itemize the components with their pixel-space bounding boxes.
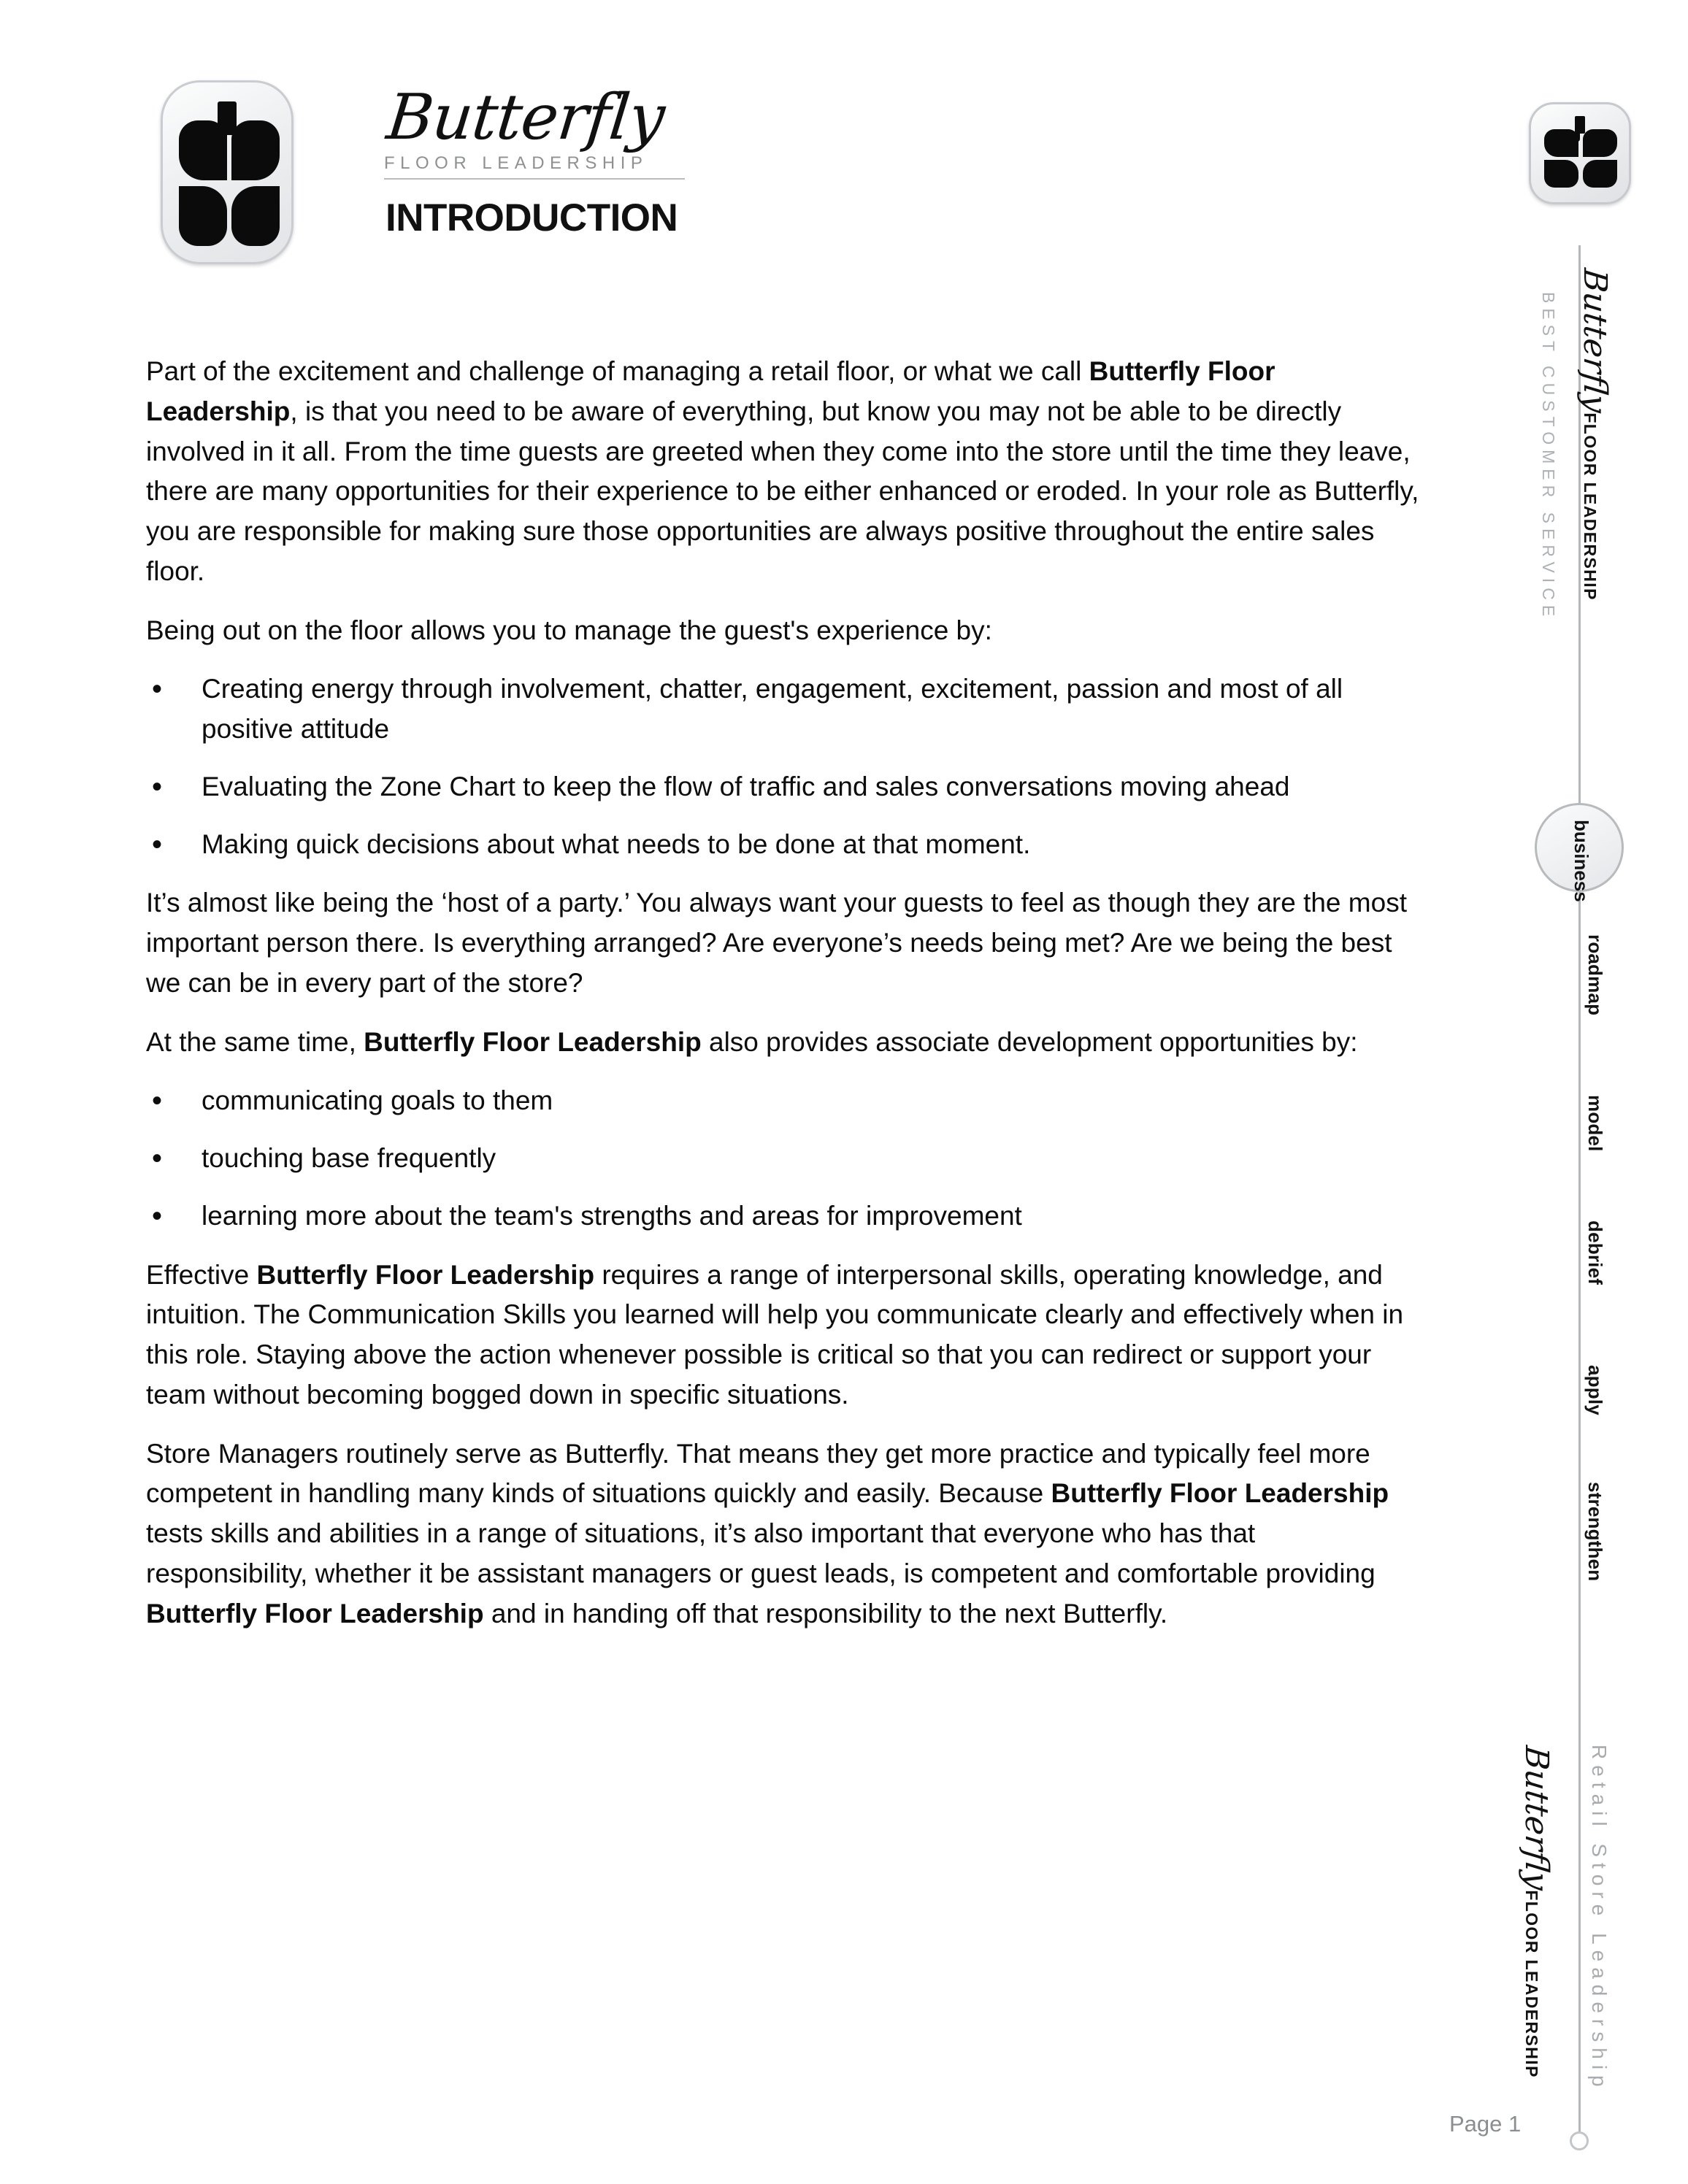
petal-top-left-icon	[179, 120, 227, 180]
list-item: • learning more about the team's strengths and areas for improvement	[146, 1196, 1424, 1237]
list-item: • Evaluating the Zone Chart to keep the flow of traffic and sales conversations moving ahead	[146, 767, 1424, 807]
paragraph-1	[146, 352, 1424, 592]
paragraph-6-c: and in handing off that responsibility to the next Butterfly.	[483, 1598, 1168, 1629]
rail-bottom-brand-sub: FLOOR LEADERSHIP	[1522, 1890, 1541, 2078]
bullet-list-2	[146, 1081, 1424, 1236]
rail-top-brand-script: Butterfly	[1576, 266, 1614, 415]
list-item: • communicating goals to them	[146, 1081, 1424, 1121]
paragraph-1-post: , is that you need to be aware of everything, but know you may not be able to be directly involved in it all. From the time guests are greeted when they come into the store until the time they leave, there are many opportunities for their experience to be either enhanced or eroded. In your role as Butterfly, you are responsible for making sure those opportunities are always positive throughout the entire sales floor.	[146, 396, 1419, 586]
petal-top-right-icon	[1583, 129, 1617, 157]
brand-subtitle-text: FLOOR LEADERSHIP	[384, 153, 685, 180]
petal-top-left-icon	[1544, 129, 1578, 157]
timeline-stage-apply: apply	[1584, 1365, 1606, 1415]
paragraph-5	[146, 1256, 1424, 1415]
side-rail-timeline	[1504, 73, 1650, 2146]
timeline-stage-strengthen: strengthen	[1584, 1482, 1606, 1582]
list-item: • Making quick decisions about what needs to be done at that moment.	[146, 825, 1424, 865]
butterfly-petals-icon	[179, 120, 280, 246]
document-body	[146, 352, 1424, 1653]
paragraph-6-bold-1: Butterfly Floor Leadership	[1051, 1478, 1389, 1509]
rail-bottom-tagline: Retail Store Leadership	[1588, 1745, 1611, 2093]
paragraph-4-pre: At the same time,	[146, 1026, 364, 1057]
paragraph-6-b: tests skills and abilities in a range of situations, it’s also important that everyone who has that responsibility, whether it be assistant managers or guest leads, is competent and comfortable providing	[146, 1518, 1376, 1588]
paragraph-6-a: Store Managers routinely serve as Butterfly. That means they get more practice and typically feel more competent in handling many kinds of situations quickly and easily. Because	[146, 1438, 1370, 1509]
page-number: Page 1	[1449, 2111, 1522, 2137]
butterfly-logo-icon	[161, 80, 294, 264]
rail-top-tagline: BEST CUSTOMER SERVICE	[1539, 292, 1558, 622]
timeline-node-business	[1535, 803, 1624, 902]
brand-script-text: Butterfly	[383, 81, 668, 154]
petal-bottom-left-icon	[1544, 160, 1578, 188]
timeline-node-label: business	[1570, 820, 1592, 902]
paragraph-6	[146, 1434, 1424, 1634]
document-header	[161, 80, 1416, 299]
petal-bottom-right-icon	[231, 186, 280, 246]
rail-bottom-brand	[1518, 1746, 1555, 2078]
paragraph-5-post: requires a range of interpersonal skills, operating knowledge, and intuition. The Communication Skills you learned will help you communicate clearly and effectively when in this role. Staying above the action whenever possible is critical so that you can redirect or support your team without becoming bogged down in specific situations.	[146, 1259, 1404, 1410]
paragraph-4-post: also provides associate development opportunities by:	[701, 1026, 1358, 1057]
paragraph-3: It’s almost like being the ‘host of a party.’ You always want your guests to feel as though they are the most important person there. Is everything arranged? Are everyone’s needs being met? Are we being the best we can be in every part of the store?	[146, 888, 1407, 998]
petal-bottom-left-icon	[179, 186, 227, 246]
brand-wordmark	[383, 81, 691, 180]
petal-bottom-right-icon	[1583, 160, 1617, 188]
paragraph-5-pre: Effective	[146, 1259, 257, 1290]
rail-top-brand	[1576, 266, 1614, 601]
timeline-stage-roadmap: roadmap	[1584, 934, 1606, 1016]
paragraph-1-bold: Butterfly Floor Leadership	[146, 356, 1275, 426]
rail-top-brand-sub: FLOOR LEADERSHIP	[1581, 412, 1600, 601]
paragraph-4	[146, 1023, 1424, 1063]
paragraph-4-bold: Butterfly Floor Leadership	[364, 1026, 702, 1057]
list-item: • touching base frequently	[146, 1139, 1424, 1179]
rail-bottom-brand-script: Butterfly	[1518, 1744, 1555, 1892]
paragraph-6-bold-2: Butterfly Floor Leadership	[146, 1598, 484, 1629]
circle-end-marker-icon	[1570, 2131, 1589, 2150]
butterfly-logo-icon	[1529, 102, 1631, 204]
paragraph-1-pre: Part of the excitement and challenge of managing a retail floor, or what we call	[146, 356, 1089, 386]
timeline-stage-debrief: debrief	[1584, 1220, 1606, 1285]
butterfly-petals-icon	[1544, 129, 1617, 188]
page-title: INTRODUCTION	[385, 196, 678, 239]
list-item: • Creating energy through involvement, chatter, engagement, excitement, passion and most of all positive attitude	[146, 669, 1424, 750]
paragraph-5-bold: Butterfly Floor Leadership	[256, 1259, 595, 1290]
petal-top-right-icon	[231, 120, 280, 180]
bullet-list-1	[146, 669, 1424, 864]
paragraph-2: Being out on the floor allows you to manage the guest's experience by:	[146, 615, 992, 645]
timeline-stage-model: model	[1584, 1095, 1606, 1152]
